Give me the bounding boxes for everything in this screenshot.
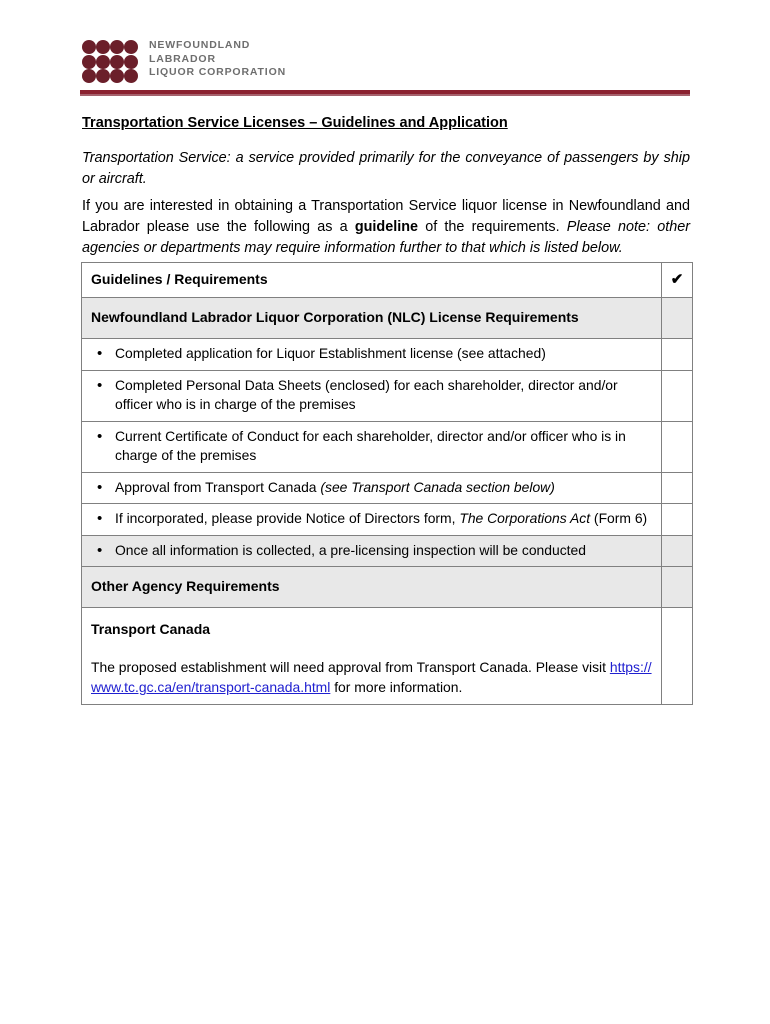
requirement-text: Completed Personal Data Sheets (enclosed) for each shareholder, director and/or officer who is in charge of the premises (115, 376, 618, 412)
requirement-cell (82, 472, 662, 504)
table-row (82, 421, 693, 472)
table-row (82, 608, 693, 705)
wordmark-line-3: LIQUOR CORPORATION (149, 66, 287, 79)
transport-canada-body-tail: for more information. (330, 679, 463, 695)
bullet-dot-icon: • (97, 510, 103, 527)
intro-paragraph (82, 196, 690, 259)
table-row (82, 504, 693, 536)
section-heading-label: Newfoundland Labrador Liquor Corporation (NLC) License Requirements (91, 309, 579, 325)
section-heading-label: Other Agency Requirements (91, 578, 280, 594)
bullet-dot-icon: • (97, 541, 103, 559)
bullet-dot-icon: • (97, 478, 103, 496)
check-cell[interactable] (662, 370, 693, 421)
check-cell[interactable] (662, 421, 693, 472)
check-cell[interactable] (662, 504, 693, 536)
requirement-text-act: The Corporations Act (459, 510, 591, 526)
table-row (82, 535, 693, 567)
bullet-dot-icon: • (97, 345, 103, 362)
list-item (82, 339, 661, 370)
check-cell[interactable] (662, 298, 693, 339)
intro-note-italic: Please note: other agencies or departments may require information further to that which is listed below. (82, 219, 691, 256)
brand-wordmark (149, 38, 286, 80)
table-row (82, 339, 693, 371)
check-cell[interactable] (662, 608, 693, 705)
check-cell[interactable] (662, 567, 693, 608)
list-item (82, 473, 661, 504)
bullet-dot-icon: • (97, 376, 103, 394)
wordmark-line-1: NEWFOUNDLAND (149, 39, 251, 51)
bullet-dot-icon: • (97, 427, 103, 445)
requirement-text (115, 509, 653, 529)
section-heading-cell-other-agency (82, 567, 662, 608)
check-cell[interactable] (662, 535, 693, 567)
transport-canada-body-lead: The proposed establishment will need approval from Transport Canada. Please visit (91, 659, 610, 675)
requirement-cell (82, 370, 662, 421)
requirement-cell (82, 504, 662, 536)
check-column-header-cell (662, 263, 693, 298)
table-header-label: Guidelines / Requirements (91, 271, 268, 287)
intro-text-mid: of the requirements. (418, 219, 567, 235)
list-item (82, 536, 661, 567)
letterhead (82, 38, 690, 96)
transport-canada-cell (82, 608, 662, 705)
transport-canada-link[interactable]: https://www.tc.gc.ca/en/transport-canada.html (91, 659, 652, 695)
table-row (82, 567, 693, 608)
requirement-cell (82, 339, 662, 371)
table-header-cell (82, 263, 662, 298)
table-row (82, 472, 693, 504)
requirement-text: Once all information is collected, a pre-licensing inspection will be conducted (115, 541, 586, 558)
requirement-text (115, 478, 653, 498)
page-title: Transportation Service Licenses – Guidelines and Application (82, 115, 508, 131)
transport-canada-title: Transport Canada (91, 621, 211, 637)
checkmark-icon: ✔ (670, 271, 684, 288)
intro-emphasis-guideline: guideline (354, 219, 418, 235)
section-heading-cell-nlc (82, 298, 662, 339)
table-header-row (82, 263, 693, 298)
table-row (82, 370, 693, 421)
requirements-table (81, 262, 693, 705)
requirement-cell (82, 421, 662, 472)
requirement-cell (82, 535, 662, 567)
nllc-dot-grid-logo-icon (82, 40, 138, 84)
requirement-text-main: If incorporated, please provide Notice of Directors form, (115, 510, 460, 526)
transport-canada-block (82, 608, 661, 704)
list-item (82, 371, 661, 421)
requirement-text-tail: (Form 6) (590, 510, 648, 526)
requirement-text: Current Certificate of Conduct for each shareholder, director and/or officer who is in charge of the premises (115, 427, 626, 463)
header-divider-rule-accent (80, 94, 690, 96)
list-item (82, 422, 661, 472)
requirement-text-note: (see Transport Canada section below) (320, 478, 555, 495)
list-item (82, 504, 661, 535)
transport-canada-body (91, 657, 652, 697)
table-row (82, 298, 693, 339)
requirement-text: Completed application for Liquor Establishment license (see attached) (115, 345, 546, 361)
requirement-text-main: Approval from Transport Canada (115, 478, 321, 495)
intro-text-lead: If you are interested in obtaining a Transportation Service liquor license in Newfoundland and Labrador please use the following as a (82, 198, 690, 235)
check-cell[interactable] (662, 472, 693, 504)
wordmark-line-2: LABRADOR (149, 52, 216, 65)
check-cell[interactable] (662, 339, 693, 371)
definition-paragraph: Transportation Service: a service provided primarily for the conveyance of passengers by ship or aircraft. (82, 150, 690, 187)
